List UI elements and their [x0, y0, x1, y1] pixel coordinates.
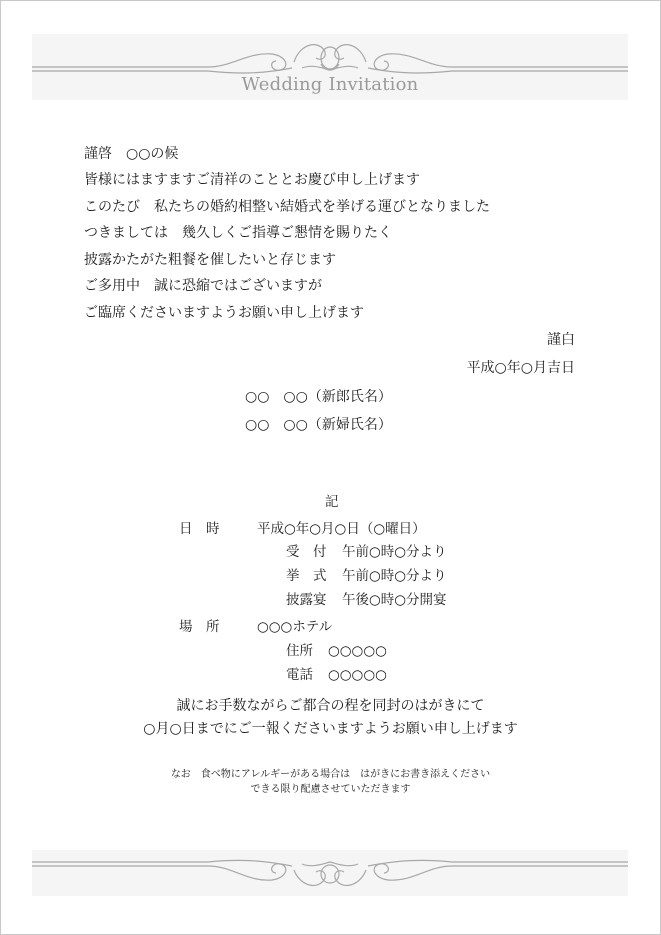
datetime-label: 日 時 — [179, 521, 220, 537]
banquet-label: 披露宴 — [286, 592, 327, 608]
address-value: ○○○○○ — [328, 643, 387, 659]
letter-date: 平成○年○月吉日 — [466, 360, 575, 376]
venue-value: ○○○ホテル — [257, 619, 333, 635]
closing-word: 謹白 — [547, 332, 575, 348]
flourish-ornament-bottom — [32, 850, 628, 896]
banquet-value: 午後○時○分開宴 — [342, 592, 447, 608]
rsvp-line: 誠にお手数ながらご都合の程を同封のはがきにて — [176, 698, 485, 714]
greeting-line: つきましては 幾久しくご指導ご懇情を賜りたく — [84, 225, 392, 241]
rsvp-line: ○月○日までにご一報くださいますようお願い申し上げます — [143, 721, 518, 737]
allergy-note: できる限り配慮させていただきます — [250, 784, 411, 795]
reception-label: 受 付 — [286, 544, 327, 560]
greeting-line: ご多用中 誠に恐縮ではございますが — [84, 278, 322, 294]
greeting-line: 皆様にはますますご清祥のこととお慶び申し上げます — [84, 172, 420, 188]
header-title: Wedding Invitation — [241, 74, 419, 95]
greeting-line: 謹啓 ○○の候 — [84, 146, 179, 162]
footer-band — [32, 850, 628, 896]
ceremony-label: 挙 式 — [286, 568, 327, 584]
venue-label: 場 所 — [179, 619, 220, 635]
reception-value: 午前○時○分より — [342, 544, 447, 560]
greeting-line: ご臨席くださいますようお願い申し上げます — [84, 305, 364, 321]
details-heading: 記 — [325, 494, 339, 510]
ceremony-value: 午前○時○分より — [342, 568, 447, 584]
allergy-note: なお 食べ物にアレルギーがある場合は はがきにお書き添えください — [170, 769, 491, 780]
groom-name: ○○ ○○（新郎氏名） — [245, 389, 392, 405]
address-label: 住所 — [286, 643, 313, 659]
phone-label: 電話 — [286, 667, 313, 683]
greeting-line: 披露かたがた粗餐を催したいと存じます — [84, 252, 336, 268]
phone-value: ○○○○○ — [328, 667, 387, 683]
greeting-line: このたび 私たちの婚約相整い結婚式を挙げる運びとなりました — [84, 199, 490, 215]
header-band — [32, 34, 628, 100]
datetime-value: 平成○年○月○日（○曜日） — [257, 521, 426, 537]
bride-name: ○○ ○○（新婦氏名） — [245, 417, 392, 433]
